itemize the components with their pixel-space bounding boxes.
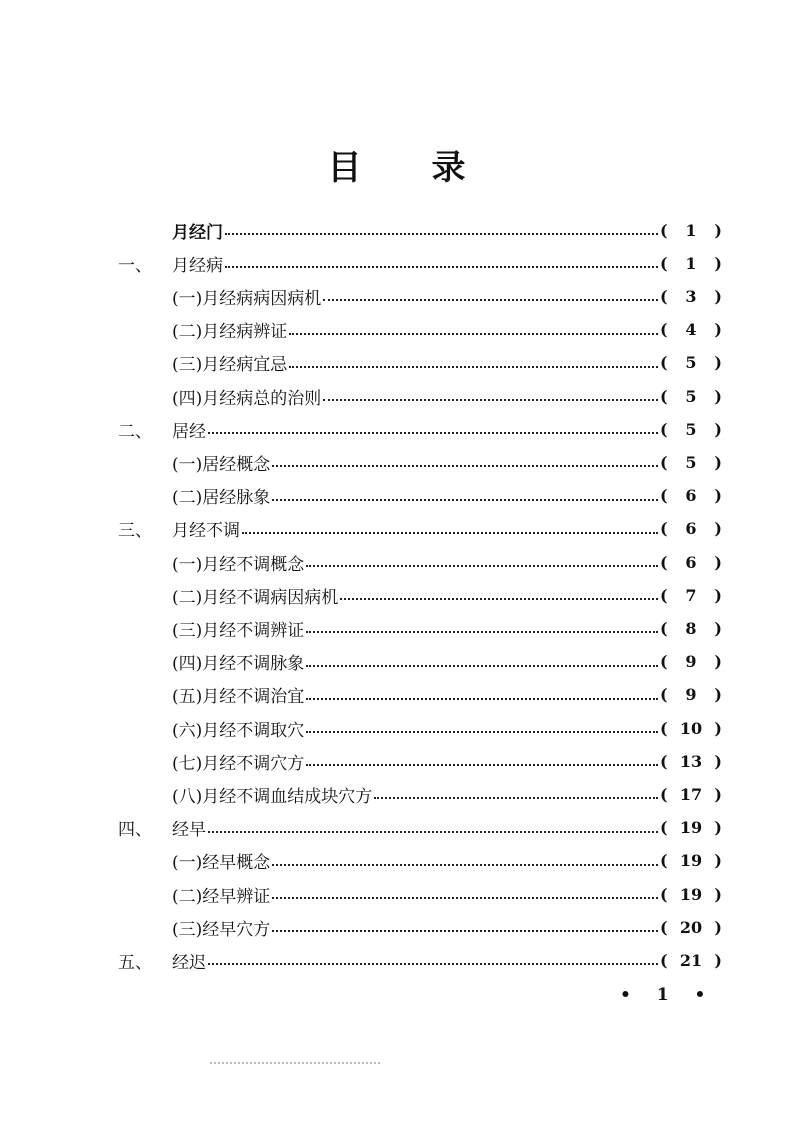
toc-entry-page: ( 4 )	[660, 320, 722, 340]
toc-entry-label: 月经门	[172, 222, 223, 243]
toc-page-number: 6	[685, 552, 697, 572]
title-char-right: 录	[431, 148, 466, 188]
toc-page-number: 19	[679, 884, 703, 904]
toc-entry-page: ( 5 )	[660, 419, 722, 439]
toc-entry	[172, 648, 722, 676]
toc-entry-label: 经迟	[172, 952, 206, 973]
toc-entry-number: 三、	[118, 521, 152, 542]
toc-entry-number: 五、	[118, 952, 152, 973]
toc-entry-number: 四、	[118, 820, 152, 841]
toc-page-number: 17	[679, 784, 703, 804]
toc-entry-label: (六)月经不调取穴	[172, 720, 305, 741]
toc-page-number: 21	[679, 950, 703, 970]
scan-smudge	[210, 1062, 380, 1066]
toc-page-number: 5	[685, 386, 697, 406]
toc-entry-page: ( 6 )	[660, 552, 722, 572]
dot-leader	[323, 299, 658, 301]
dot-leader	[225, 266, 658, 268]
toc-entry	[172, 581, 722, 609]
toc-entry	[172, 349, 722, 377]
toc-entry	[172, 448, 722, 476]
toc-entry-page: ( 17 )	[660, 784, 722, 804]
toc-entry-label: (四)月经病总的治则	[172, 388, 322, 409]
toc-entry-label: (二)月经不调病因病机	[172, 587, 339, 608]
toc-entry-number: 二、	[118, 421, 152, 442]
toc-entry-label: (二)居经脉象	[172, 488, 271, 509]
toc-entry-label: 居经	[172, 421, 206, 442]
toc-page-number: 5	[685, 452, 697, 472]
toc-entry	[172, 482, 722, 510]
toc-page-number: 10	[679, 718, 703, 738]
toc-entry-label: (一)月经不调概念	[172, 554, 305, 575]
toc-entry-page: ( 5 )	[660, 386, 722, 406]
toc-entry-label: (二)月经病辨证	[172, 322, 288, 343]
toc-page-number: 20	[679, 917, 703, 937]
dot-leader	[272, 864, 658, 866]
dot-leader	[242, 532, 658, 534]
dot-leader	[289, 333, 658, 335]
dot-leader	[306, 698, 658, 700]
toc-entry-label: (一)月经病病因病机	[172, 288, 322, 309]
dot-leader	[208, 831, 658, 833]
toc-entry-page: ( 19 )	[660, 851, 722, 871]
toc-page-number: 4	[685, 320, 697, 340]
toc-page-number: 5	[685, 353, 697, 373]
toc-entry	[172, 681, 722, 709]
toc-entry-page: ( 21 )	[660, 950, 722, 970]
dot-leader	[323, 399, 658, 401]
toc-entry	[172, 780, 722, 808]
toc-page-number: 8	[685, 618, 697, 638]
toc-entry-label: (二)经早辨证	[172, 886, 271, 907]
dot-leader	[306, 665, 658, 667]
dot-leader	[306, 631, 658, 633]
toc-entry-page: ( 20 )	[660, 917, 722, 937]
toc-page-number: 5	[685, 419, 697, 439]
toc-entry	[172, 316, 722, 344]
dot-leader	[306, 565, 658, 567]
page-title	[0, 140, 793, 189]
toc-entry	[172, 614, 722, 642]
toc-entry-page: ( 9 )	[660, 652, 722, 672]
toc-page-number: 1	[685, 220, 697, 240]
toc-page-number: 19	[679, 851, 703, 871]
toc-entry-label: (八)月经不调血结成块穴方	[172, 786, 373, 807]
toc-entry-label: 月经病	[172, 255, 223, 276]
toc-entry-page: ( 6 )	[660, 519, 722, 539]
toc-entry-page: ( 19 )	[660, 818, 722, 838]
toc-entry	[172, 913, 722, 941]
toc-entry-page: ( 5 )	[660, 452, 722, 472]
toc-entry-page: ( 6 )	[660, 486, 722, 506]
dot-leader	[272, 499, 658, 501]
toc-entry-page: ( 7 )	[660, 585, 722, 605]
toc-entry	[172, 548, 722, 576]
toc-entry-label: (三)经早穴方	[172, 919, 271, 940]
toc-page-number: 3	[685, 286, 697, 306]
toc-page-number: 1	[685, 253, 697, 273]
toc-entry-number: 一、	[118, 255, 152, 276]
toc-entry	[118, 946, 722, 974]
toc-entry	[172, 382, 722, 410]
toc-entry-label: (七)月经不调穴方	[172, 753, 305, 774]
toc-entry	[172, 880, 722, 908]
toc-page-number: 6	[685, 519, 697, 539]
toc-entry	[118, 415, 722, 443]
dot-leader	[272, 897, 658, 899]
toc-entry-label: (一)居经概念	[172, 454, 271, 475]
toc-page-number: 6	[685, 486, 697, 506]
toc-entry-label: (五)月经不调治宜	[172, 687, 305, 708]
toc-entry-label: (四)月经不调脉象	[172, 654, 305, 675]
toc-entry	[118, 515, 722, 543]
page-number: • 1 •	[620, 985, 716, 1005]
dot-leader	[306, 731, 658, 733]
dot-leader	[306, 764, 658, 766]
toc-entry-page: ( 3 )	[660, 286, 722, 306]
toc-page-number: 7	[685, 585, 697, 605]
toc-entry	[172, 216, 722, 244]
toc-entry	[172, 847, 722, 875]
toc-entry-page: ( 5 )	[660, 353, 722, 373]
dot-leader	[208, 963, 658, 965]
toc-entry-page: ( 1 )	[660, 220, 722, 240]
toc-page-number: 19	[679, 818, 703, 838]
toc-entry-page: ( 13 )	[660, 751, 722, 771]
toc-page-number: 13	[679, 751, 703, 771]
title-char-left: 目	[327, 148, 362, 188]
dot-leader	[225, 233, 658, 235]
toc-entry-page: ( 19 )	[660, 884, 722, 904]
toc-entry	[172, 714, 722, 742]
toc-entry-page: ( 1 )	[660, 253, 722, 273]
toc-entry-page: ( 8 )	[660, 618, 722, 638]
toc-entry	[172, 747, 722, 775]
toc-page-number: 9	[685, 685, 697, 705]
toc-entry-page: ( 10 )	[660, 718, 722, 738]
dot-leader	[374, 797, 658, 799]
dot-leader	[272, 930, 658, 932]
toc-page-number: 9	[685, 652, 697, 672]
toc-entry	[118, 249, 722, 277]
toc-entry-page: ( 9 )	[660, 685, 722, 705]
toc-entry-label: (三)月经不调辨证	[172, 620, 305, 641]
toc-entry-label: 经早	[172, 820, 206, 841]
toc-entry	[118, 814, 722, 842]
dot-leader	[208, 432, 658, 434]
toc-entry-label: 月经不调	[172, 521, 240, 542]
toc-entry-label: (一)经早概念	[172, 853, 271, 874]
toc-entry	[172, 282, 722, 310]
toc-entry-label: (三)月经病宜忌	[172, 355, 288, 376]
dot-leader	[340, 598, 658, 600]
dot-leader	[289, 366, 658, 368]
dot-leader	[272, 465, 658, 467]
